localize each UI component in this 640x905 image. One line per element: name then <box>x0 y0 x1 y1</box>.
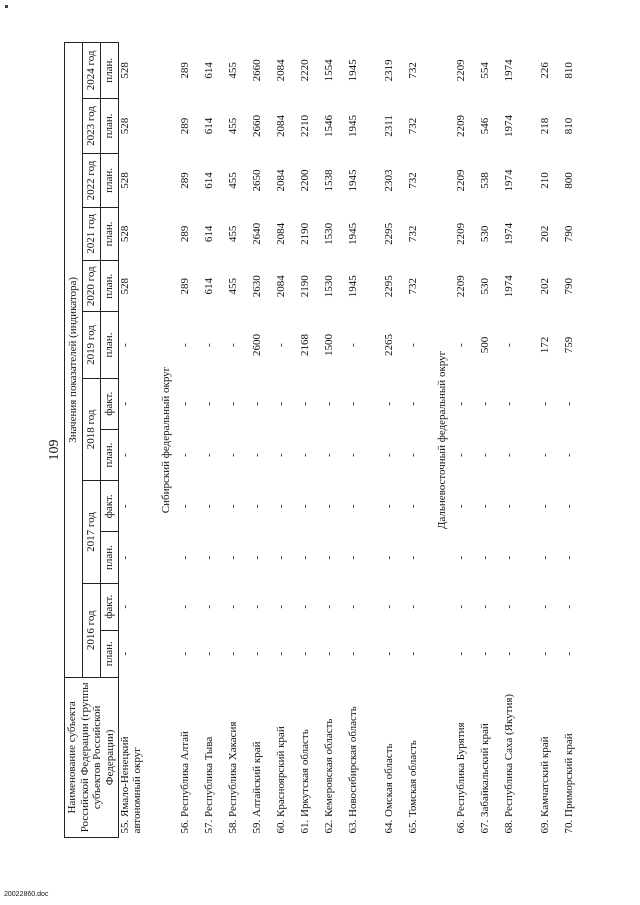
value-cell: - <box>346 343 359 347</box>
value-cell: - <box>226 453 239 457</box>
value-cell: - <box>478 604 491 609</box>
value-cell: 732 <box>406 117 419 135</box>
table-row <box>227 43 251 838</box>
value-cell: - <box>118 555 131 560</box>
value-cell: 1554 <box>322 59 335 82</box>
value-cell: 1945 <box>346 59 359 82</box>
value-cell: - <box>538 504 551 509</box>
table-header <box>65 43 119 838</box>
value-cell: 528 <box>118 277 131 295</box>
district-title: Сибирский федеральный округ <box>160 366 173 514</box>
value-cell: - <box>274 604 287 609</box>
value-cell: - <box>118 401 131 406</box>
value-cell: 1538 <box>322 169 335 192</box>
value-cell: - <box>406 453 419 457</box>
subject-column-header: Наименование субъекта Российской Федерации (группы субъектов Российской Федерации) <box>65 677 119 837</box>
value-cell: - <box>382 504 395 509</box>
value-cell: 528 <box>118 62 131 79</box>
table-row <box>203 43 227 838</box>
value-cell: 2600 <box>250 334 263 356</box>
value-cell: 2084 <box>274 114 287 137</box>
value-cell: - <box>502 453 515 457</box>
value-cell: 2190 <box>298 222 311 245</box>
subject-name: 67. Забайкальский край <box>478 723 491 834</box>
table-row <box>347 43 383 838</box>
subheader-cell: план. <box>100 630 118 677</box>
value-cell: 732 <box>406 277 419 295</box>
value-cell: 528 <box>118 172 131 189</box>
subheader-cell: план. <box>100 261 118 312</box>
table-row <box>539 43 563 838</box>
value-cell: - <box>382 453 395 457</box>
value-cell: 614 <box>202 277 215 295</box>
value-cell: 455 <box>226 172 239 189</box>
value-cell: 1945 <box>346 169 359 192</box>
value-cell: - <box>454 504 467 509</box>
value-cell: 2295 <box>382 222 395 245</box>
table-row <box>299 43 323 838</box>
value-cell: 210 <box>538 172 551 189</box>
value-cell: 2209 <box>454 114 467 137</box>
year-header: 2020 год <box>82 261 100 312</box>
value-cell: - <box>502 604 515 609</box>
table-row <box>179 43 203 838</box>
value-cell: - <box>406 343 419 347</box>
value-cell: - <box>226 343 239 347</box>
year-header: 2023 год <box>82 98 100 154</box>
rotated-content <box>40 40 640 860</box>
value-cell: 2084 <box>274 275 287 298</box>
indicator-table <box>64 42 587 838</box>
values-group-header: Значения показателей (индикатора) <box>65 43 83 678</box>
value-cell: 172 <box>538 336 551 354</box>
value-cell: - <box>322 555 335 560</box>
year-header: 2021 год <box>82 207 100 260</box>
subject-name: 66. Республика Бурятия <box>454 722 467 834</box>
value-cell: - <box>538 604 551 609</box>
value-cell: - <box>202 555 215 560</box>
value-cell: 2084 <box>274 59 287 82</box>
value-cell: 2190 <box>298 275 311 298</box>
value-cell: 1974 <box>502 114 515 137</box>
subheader-cell: план. <box>100 429 118 480</box>
value-cell: 1974 <box>502 169 515 192</box>
value-cell: 732 <box>406 172 419 189</box>
value-cell: 2640 <box>250 222 263 245</box>
district-title: Дальневосточный федеральный округ <box>436 350 449 530</box>
subject-name: 65. Томская область <box>406 740 419 834</box>
value-cell: 732 <box>406 62 419 79</box>
value-cell: - <box>226 604 239 609</box>
table-row <box>479 43 503 838</box>
table-row <box>563 43 587 838</box>
value-cell: - <box>562 651 575 656</box>
page-number: 109 <box>47 439 62 461</box>
value-cell: - <box>322 651 335 656</box>
value-cell: - <box>178 651 191 656</box>
value-cell: 289 <box>178 225 191 243</box>
table-row <box>251 43 275 838</box>
subheader-cell: план. <box>100 43 118 99</box>
value-cell: - <box>538 453 551 457</box>
value-cell: - <box>346 401 359 406</box>
value-cell: - <box>202 343 215 347</box>
subheader-cell: план. <box>100 312 118 378</box>
subject-name: 62. Кемеровская область <box>322 718 335 834</box>
value-cell: 614 <box>202 117 215 135</box>
value-cell: 202 <box>538 225 551 243</box>
value-cell: 1500 <box>322 334 335 356</box>
value-cell: - <box>118 343 131 347</box>
value-cell: 538 <box>478 172 491 189</box>
value-cell: - <box>478 555 491 560</box>
value-cell: - <box>562 604 575 609</box>
subject-name: 64. Омская область <box>382 743 395 834</box>
subheader-cell: план. <box>100 532 118 583</box>
value-cell: - <box>202 604 215 609</box>
value-cell: 2311 <box>382 115 395 137</box>
scan-mark <box>5 5 8 8</box>
subject-name: 69. Камчатский край <box>538 736 551 834</box>
value-cell: - <box>502 555 515 560</box>
value-cell: - <box>538 651 551 656</box>
value-cell: - <box>478 504 491 509</box>
value-cell: - <box>250 504 263 509</box>
value-cell: - <box>202 401 215 406</box>
footer-filename: 20022860.doc <box>4 891 49 898</box>
value-cell: - <box>298 504 311 509</box>
table-row <box>383 43 407 838</box>
value-cell: 2660 <box>250 59 263 82</box>
value-cell: - <box>322 504 335 509</box>
value-cell: - <box>178 604 191 609</box>
value-cell: 2220 <box>298 59 311 82</box>
value-cell: - <box>454 604 467 609</box>
value-cell: - <box>274 401 287 406</box>
value-cell: - <box>382 555 395 560</box>
value-cell: - <box>406 651 419 656</box>
value-cell: 1974 <box>502 59 515 82</box>
year-header: 2019 год <box>82 312 100 378</box>
value-cell: 202 <box>538 277 551 295</box>
value-cell: - <box>382 651 395 656</box>
value-cell: - <box>454 343 467 347</box>
value-cell: - <box>478 401 491 406</box>
subject-name: 61. Иркутская область <box>298 729 311 834</box>
value-cell: 2650 <box>250 169 263 192</box>
value-cell: - <box>250 604 263 609</box>
value-cell: - <box>274 504 287 509</box>
value-cell: 455 <box>226 225 239 243</box>
table-row <box>503 43 539 838</box>
value-cell: - <box>322 401 335 406</box>
value-cell: 1974 <box>502 275 515 298</box>
value-cell: - <box>118 651 131 656</box>
value-cell: 528 <box>118 117 131 135</box>
value-cell: 500 <box>478 336 491 354</box>
subject-name: 68. Республика Саха (Якутия) <box>502 693 515 834</box>
subheader-cell: факт. <box>100 481 118 532</box>
value-cell: 2210 <box>298 114 311 137</box>
value-cell: - <box>538 401 551 406</box>
value-cell: 530 <box>478 225 491 243</box>
value-cell: - <box>250 555 263 560</box>
value-cell: - <box>346 504 359 509</box>
value-cell: - <box>274 555 287 560</box>
value-cell: 2660 <box>250 114 263 137</box>
value-cell: - <box>298 555 311 560</box>
subheader-cell: план. <box>100 154 118 207</box>
value-cell: - <box>322 453 335 457</box>
value-cell: 289 <box>178 117 191 135</box>
value-cell: - <box>502 651 515 656</box>
value-cell: - <box>562 504 575 509</box>
value-cell: - <box>298 401 311 406</box>
value-cell: - <box>346 651 359 656</box>
value-cell: 2209 <box>454 222 467 245</box>
value-cell: 1945 <box>346 222 359 245</box>
table-body <box>118 43 587 838</box>
value-cell: - <box>454 453 467 457</box>
value-cell: 2319 <box>382 59 395 82</box>
value-cell: 800 <box>562 172 575 189</box>
subject-name: 55. Ямало-Ненецкий автономный округ <box>118 736 144 834</box>
value-cell: 810 <box>562 62 575 79</box>
value-cell: - <box>250 401 263 406</box>
subheader-cell: план. <box>100 207 118 260</box>
subject-name: 57. Республика Тыва <box>202 736 215 834</box>
value-cell: - <box>454 401 467 406</box>
value-cell: - <box>502 401 515 406</box>
value-cell: - <box>322 604 335 609</box>
value-cell: - <box>250 651 263 656</box>
value-cell: 1546 <box>322 114 335 137</box>
value-cell: 614 <box>202 225 215 243</box>
year-header: 2018 год <box>82 378 100 481</box>
value-cell: - <box>178 401 191 406</box>
value-cell: - <box>454 555 467 560</box>
value-cell: - <box>454 651 467 656</box>
table-row <box>407 43 431 838</box>
value-cell: - <box>502 504 515 509</box>
value-cell: - <box>502 343 515 347</box>
value-cell: - <box>406 401 419 406</box>
value-cell: 1530 <box>322 222 335 245</box>
value-cell: - <box>406 504 419 509</box>
value-cell: - <box>226 401 239 406</box>
subheader-cell: факт. <box>100 583 118 630</box>
value-cell: 2168 <box>298 334 311 356</box>
value-cell: - <box>202 504 215 509</box>
value-cell: 226 <box>538 62 551 79</box>
value-cell: 530 <box>478 277 491 295</box>
table-row <box>323 43 347 838</box>
value-cell: 289 <box>178 277 191 295</box>
value-cell: - <box>478 453 491 457</box>
subject-name: 70. Приморский край <box>562 733 575 834</box>
value-cell: 289 <box>178 172 191 189</box>
subject-name: 58. Республика Хакасия <box>226 721 239 834</box>
value-cell: 614 <box>202 62 215 79</box>
subject-name: 60. Красноярский край <box>274 726 287 834</box>
value-cell: - <box>226 555 239 560</box>
value-cell: 2209 <box>454 59 467 82</box>
table-row <box>275 43 299 838</box>
value-cell: 289 <box>178 62 191 79</box>
value-cell: 455 <box>226 62 239 79</box>
value-cell: - <box>274 453 287 457</box>
district-section-row <box>155 43 179 838</box>
value-cell: - <box>250 453 263 457</box>
value-cell: - <box>538 555 551 560</box>
year-header: 2017 год <box>82 481 100 584</box>
value-cell: 790 <box>562 277 575 295</box>
value-cell: - <box>202 651 215 656</box>
value-cell: 1974 <box>502 222 515 245</box>
value-cell: - <box>562 555 575 560</box>
value-cell: 1945 <box>346 114 359 137</box>
value-cell: 2084 <box>274 169 287 192</box>
value-cell: - <box>178 453 191 457</box>
value-cell: 2200 <box>298 169 311 192</box>
value-cell: 2303 <box>382 169 395 192</box>
value-cell: 759 <box>562 336 575 354</box>
value-cell: 2630 <box>250 275 263 298</box>
table-row <box>118 43 155 838</box>
value-cell: 2084 <box>274 222 287 245</box>
year-header: 2022 год <box>82 154 100 207</box>
value-cell: - <box>298 651 311 656</box>
value-cell: - <box>178 555 191 560</box>
value-cell: - <box>562 453 575 457</box>
value-cell: - <box>562 401 575 406</box>
value-cell: 455 <box>226 277 239 295</box>
value-cell: 2209 <box>454 275 467 298</box>
subject-name: 56. Республика Алтай <box>178 731 191 834</box>
value-cell: - <box>346 453 359 457</box>
subheader-cell: план. <box>100 98 118 154</box>
value-cell: - <box>478 651 491 656</box>
value-cell: - <box>382 604 395 609</box>
subject-name: 63. Новосибирская область <box>346 706 359 834</box>
value-cell: - <box>118 504 131 509</box>
value-cell: 790 <box>562 225 575 243</box>
subheader-cell: факт. <box>100 378 118 429</box>
value-cell: - <box>406 555 419 560</box>
value-cell: - <box>298 453 311 457</box>
value-cell: 218 <box>538 117 551 135</box>
value-cell: - <box>298 604 311 609</box>
value-cell: - <box>202 453 215 457</box>
value-cell: - <box>274 651 287 656</box>
value-cell: - <box>118 453 131 457</box>
value-cell: 732 <box>406 225 419 243</box>
year-header: 2024 год <box>82 43 100 99</box>
value-cell: - <box>346 604 359 609</box>
value-cell: 2265 <box>382 334 395 356</box>
value-cell: 810 <box>562 117 575 135</box>
value-cell: - <box>226 504 239 509</box>
subject-name: 59. Алтайский край <box>250 741 263 834</box>
value-cell: - <box>274 343 287 347</box>
value-cell: 614 <box>202 172 215 189</box>
value-cell: 2295 <box>382 275 395 298</box>
value-cell: 455 <box>226 117 239 135</box>
value-cell: - <box>346 555 359 560</box>
value-cell: - <box>178 343 191 347</box>
value-cell: 546 <box>478 117 491 135</box>
year-header: 2016 год <box>82 583 100 677</box>
value-cell: 528 <box>118 225 131 243</box>
district-section-row <box>431 43 455 838</box>
table-row <box>455 43 479 838</box>
value-cell: - <box>406 604 419 609</box>
value-cell: 554 <box>478 62 491 79</box>
value-cell: 2209 <box>454 169 467 192</box>
value-cell: - <box>382 401 395 406</box>
value-cell: 1530 <box>322 275 335 298</box>
value-cell: - <box>118 604 131 609</box>
value-cell: - <box>178 504 191 509</box>
value-cell: - <box>226 651 239 656</box>
value-cell: 1945 <box>346 275 359 298</box>
